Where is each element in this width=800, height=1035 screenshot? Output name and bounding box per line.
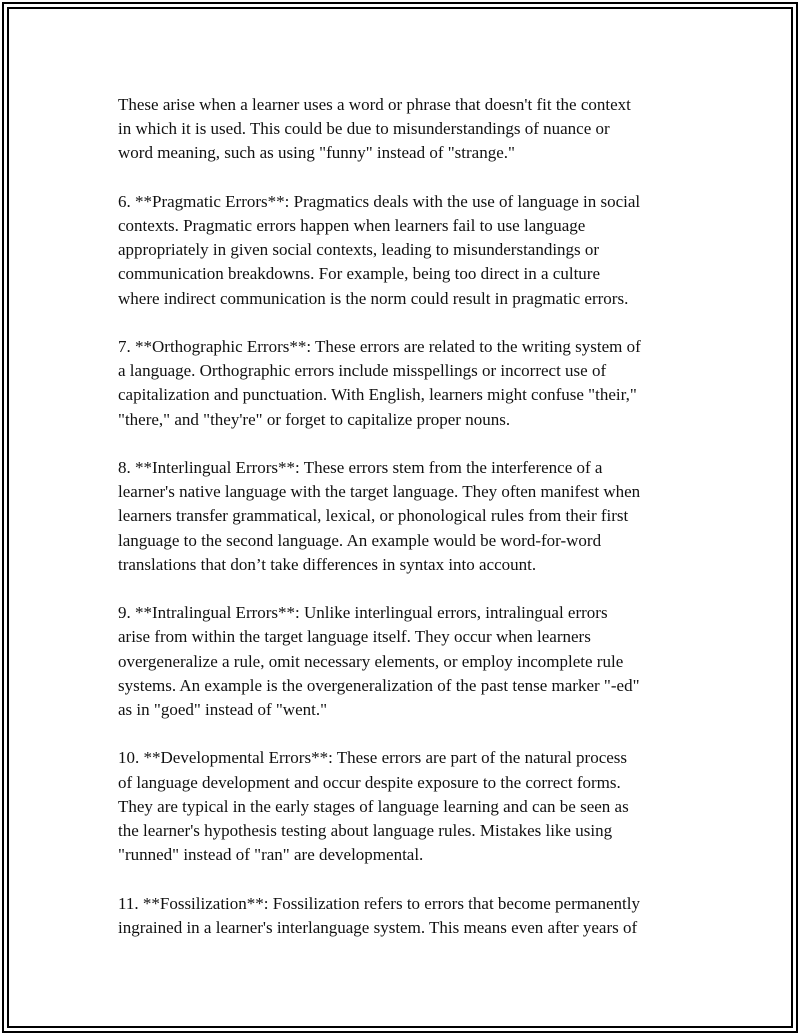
paragraph-intralingual-errors: 9. **Intralingual Errors**: Unlike interlingual errors, intralingual errors arise from within the target language itself. They occur when learners overgeneralize a rule, omit necessary elements, or employ incomplete rule systems. An example is the overgeneralization of the past tense marker "-ed" as in "goed" instead of "went." bbox=[118, 603, 640, 720]
paragraph-orthographic-errors: 7. **Orthographic Errors**: These errors are related to the writing system of a language. Orthographic errors include misspellings or incorrect use of capitalization and punctuation. With English, learners might confuse "their," "there," and "they're" or forget to capitalize proper nouns. bbox=[118, 337, 641, 429]
paragraph-developmental-errors: 10. **Developmental Errors**: These errors are part of the natural process of language development and occur despite exposure to the correct forms. They are typical in the early stages of language learning and can be seen as the learner's hypothesis testing about language rules. Mistakes like using "runned" instead of "ran" are developmental. bbox=[118, 748, 629, 865]
paragraph-lexical-errors-continued: These arise when a learner uses a word or phrase that doesn't fit the context in which it is used. This could be due to misunderstandings of nuance or word meaning, such as using "funny" instead of "strange." bbox=[118, 95, 631, 163]
paragraph-fossilization: 11. **Fossilization**: Fossilization refers to errors that become permanently ingrained in a learner's interlanguage system. This means even after years of bbox=[118, 893, 641, 937]
paragraph-pragmatic-errors: 6. **Pragmatic Errors**: Pragmatics deals with the use of language in social contexts. Pragmatic errors happen when learners fail to use language appropriately in given social contexts, leading to misunderstandings or communication breakdowns. For example, being too direct in a culture where indirect communication is the norm could result in pragmatic errors. bbox=[118, 191, 641, 308]
paragraph-interlingual-errors: 8. **Interlingual Errors**: These errors stem from the interference of a learner's native language with the target language. They often manifest when learners transfer grammatical, lexical, or phonological rules from their first language to the second language. An example would be word-for-word translations that don’t take differences in syntax into account. bbox=[118, 458, 641, 574]
document-body bbox=[118, 93, 698, 964]
